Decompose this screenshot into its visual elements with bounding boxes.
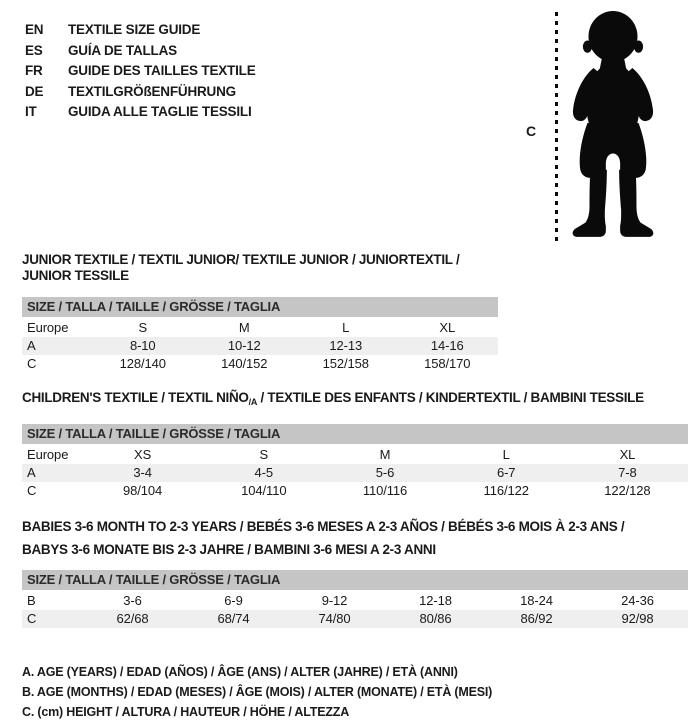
size-value-cell: M <box>238 320 250 335</box>
size-value-cell: 12-13 <box>329 338 363 353</box>
row-label: A <box>27 338 36 353</box>
heading-text: CHILDREN'S TEXTILE / TEXTIL NIÑO <box>22 390 249 405</box>
size-value-cell: 140/152 <box>221 356 268 371</box>
legend-line-height: C. (cm) HEIGHT / ALTURA / HAUTEUR / HÖHE / ALTEZZA <box>22 705 350 719</box>
size-value-cell: 8-10 <box>129 338 156 353</box>
language-code: EN <box>25 22 44 37</box>
size-value-cell: 116/122 <box>483 483 529 498</box>
size-value-cell: 152/158 <box>322 356 369 371</box>
size-value-cell: 3-6 <box>123 593 142 608</box>
row-label: Europe <box>27 320 69 335</box>
size-value-cell: S <box>259 447 269 462</box>
size-value-cell: 158/170 <box>424 356 471 371</box>
legend-line-age-years: A. AGE (YEARS) / EDAD (AÑOS) / ÂGE (ANS) / ALTER (JAHRE) / ETÀ (ANNI) <box>22 665 458 679</box>
size-value-cell: 122/128 <box>604 483 651 498</box>
size-header-bar: SIZE / TALLA / TAILLE / GRÖSSE / TAGLIA <box>22 297 498 317</box>
language-row <box>25 20 256 41</box>
size-value-cell: 128/140 <box>119 356 166 371</box>
size-header-bar: SIZE / TALLA / TAILLE / GRÖSSE / TAGLIA <box>22 424 688 444</box>
language-code: ES <box>25 42 43 58</box>
size-value-cell: 110/116 <box>362 483 408 498</box>
heading-line: JUNIOR TEXTILE / TEXTIL JUNIOR/ TEXTILE JUNIOR / JUNIORTEXTIL / JUNIOR TESSILE <box>22 252 460 283</box>
size-value-cell: 6-9 <box>224 593 243 608</box>
language-row <box>25 102 256 123</box>
language-row <box>25 41 256 62</box>
row-label: B <box>27 593 36 608</box>
size-value-cell: 6-7 <box>496 465 516 480</box>
guide-title: GUÍA DE TALLAS <box>68 42 177 58</box>
guide-title: GUIDA ALLE TAGLIE TESSILI <box>68 104 252 119</box>
legend-line-age-months: B. AGE (MONTHS) / EDAD (MESES) / ÂGE (MOIS) / ALTER (MONATE) / ETÀ (MESI) <box>22 685 493 699</box>
table-row <box>22 355 498 373</box>
language-row <box>25 61 256 82</box>
table-row <box>22 610 688 628</box>
size-value-cell: 86/92 <box>520 611 553 626</box>
size-value-cell: 14-16 <box>430 338 464 353</box>
language-code: DE <box>25 83 44 99</box>
size-value-cell: S <box>138 320 148 335</box>
size-value-cell: 3-4 <box>133 465 152 480</box>
table-row <box>22 464 688 482</box>
section-babies-textile <box>22 516 688 628</box>
size-value-cell: XL <box>619 447 636 462</box>
heading-text: / TEXTILE DES ENFANTS / KINDERTEXTIL / BAMBINI TESSILE <box>257 390 644 405</box>
size-value-cell: 104/110 <box>241 483 287 498</box>
size-header-bar: SIZE / TALLA / TAILLE / GRÖSSE / TAGLIA <box>22 570 688 590</box>
legend <box>22 662 688 722</box>
size-value-cell: L <box>342 320 350 335</box>
size-value-cell: 74/80 <box>318 611 351 626</box>
size-value-cell: 24-36 <box>621 593 654 608</box>
size-value-cell: 9-12 <box>321 593 348 608</box>
size-value-cell: XL <box>439 320 456 335</box>
table-row <box>22 337 498 355</box>
size-value-cell: 4-5 <box>254 465 274 480</box>
height-measure-label: C <box>526 123 537 139</box>
row-label: A <box>27 465 36 480</box>
section-heading <box>22 516 688 561</box>
size-table-junior <box>22 319 498 373</box>
heading-subscript: /A <box>248 397 258 407</box>
size-value-cell: 10-12 <box>227 338 261 353</box>
size-value-cell: L <box>502 447 510 462</box>
toddler-silhouette-image <box>565 9 662 241</box>
table-row <box>22 446 688 464</box>
guide-title: TEXTILE SIZE GUIDE <box>68 22 201 37</box>
size-value-cell: M <box>379 447 391 462</box>
size-value-cell: XS <box>134 447 152 462</box>
section-heading <box>22 390 688 410</box>
height-measure-dotted-line <box>555 12 558 243</box>
table-row <box>22 592 688 610</box>
row-label: C <box>27 611 37 626</box>
heading-line: BABYS 3-6 MONATE BIS 2-3 JAHRE / BAMBINI 3-6 MESI A 2-3 ANNI <box>22 541 436 557</box>
size-value-cell: 18-24 <box>520 593 553 608</box>
heading-line <box>22 390 688 410</box>
size-value-cell: 5-6 <box>375 465 395 480</box>
size-value-cell: 80/86 <box>419 611 452 626</box>
section-junior-textile <box>22 252 498 373</box>
language-code: FR <box>25 63 43 78</box>
size-value-cell: 92/98 <box>621 611 654 626</box>
guide-title: TEXTILGRÖßENFÜHRUNG <box>68 83 236 99</box>
section-childrens-textile <box>22 390 688 500</box>
table-row <box>22 319 498 337</box>
section-heading <box>22 252 498 284</box>
size-value-cell: 68/74 <box>217 611 250 626</box>
top-section <box>22 0 688 250</box>
size-value-cell: 12-18 <box>419 593 452 608</box>
size-table-babies <box>22 592 688 628</box>
heading-line: BABIES 3-6 MONTH TO 2-3 YEARS / BEBÉS 3-6 MESES A 2-3 AÑOS / BÉBÉS 3-6 MOIS À 2-3 ANS / <box>22 519 625 534</box>
row-label: C <box>27 483 37 498</box>
table-row <box>22 482 688 500</box>
language-code: IT <box>25 104 37 119</box>
size-table-children <box>22 446 688 500</box>
size-value-cell: 98/104 <box>123 483 163 498</box>
guide-title: GUIDE DES TAILLES TEXTILE <box>68 63 256 78</box>
row-label: Europe <box>27 447 69 462</box>
size-value-cell: 62/68 <box>116 611 149 626</box>
size-value-cell: 7-8 <box>618 465 637 480</box>
row-label: C <box>27 356 37 371</box>
language-row <box>25 82 256 103</box>
language-list <box>25 20 256 123</box>
